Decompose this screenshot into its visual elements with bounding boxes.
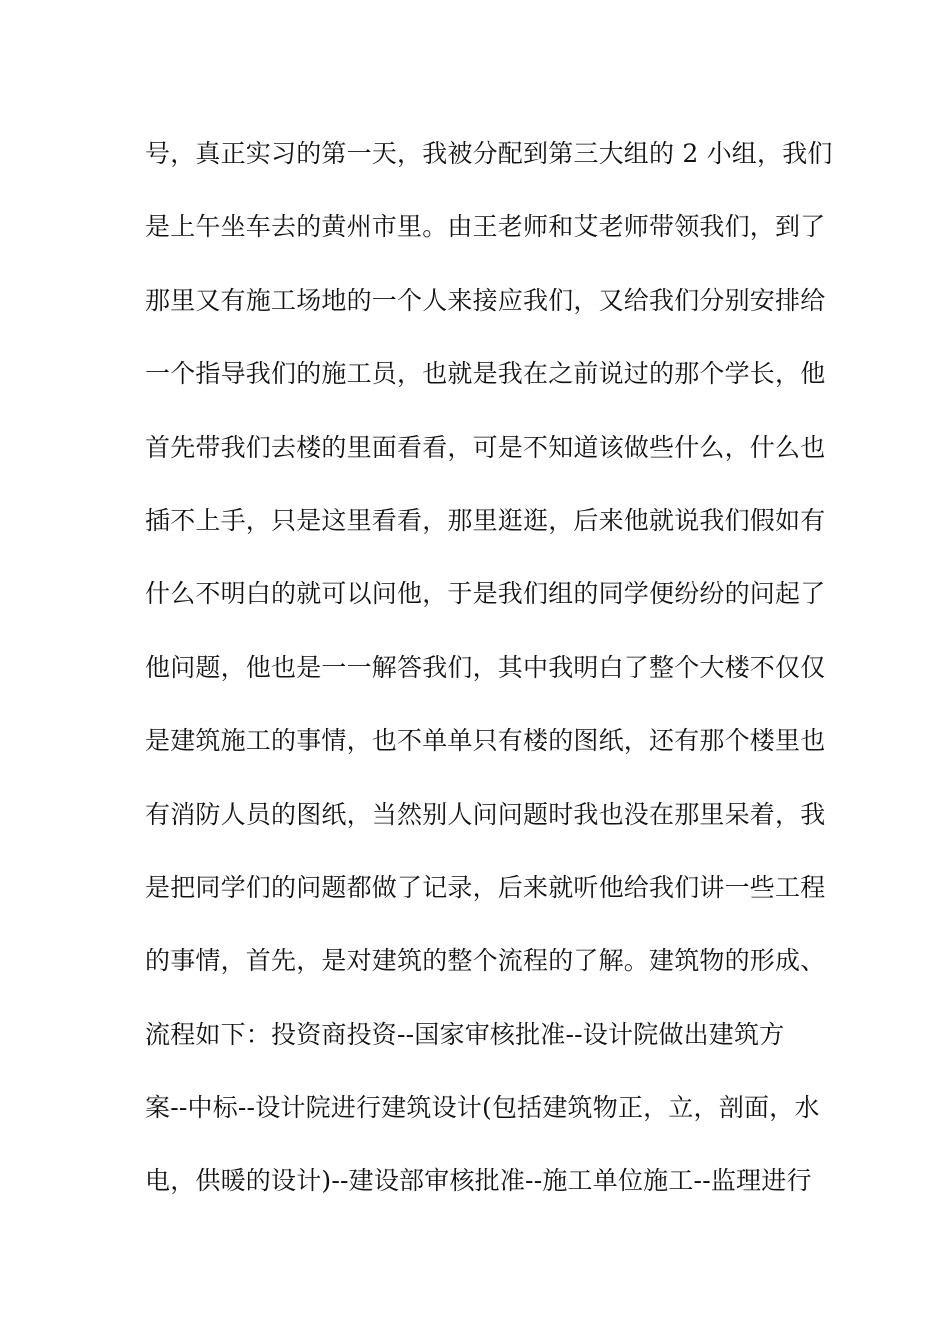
text-line-11: 是把同学们的问题都做了记录，后来就听他给我们讲一些工程: [145, 872, 826, 902]
body-text: [145, 131, 833, 1232]
text-line-10: 有消防人员的图纸，当然别人问问题时我也没在那里呆着，我: [145, 799, 826, 829]
text-line-6: 插不上手，只是这里看看，那里逛逛，后来他就说我们假如有: [145, 505, 826, 535]
text-line-1: 号，真正实习的第一天，我被分配到第三大组的 2 小组，我们: [145, 139, 833, 168]
text-line-4: 一个指导我们的施工员，也就是我在之前说过的那个学长，他: [145, 359, 826, 389]
text-line-3: 那里又有施工场地的一个人来接应我们，又给我们分别安排给: [145, 285, 826, 315]
text-line-15: 电，供暖的设计)--建设部审核批准--施工单位施工--监理进行: [145, 1166, 812, 1196]
text-line-5: 首先带我们去楼的里面看看，可是不知道该做些什么，什么也: [145, 432, 826, 462]
text-line-8: 他问题，他也是一一解答我们，其中我明白了整个大楼不仅仅: [145, 652, 826, 682]
text-line-12: 的事情，首先，是对建筑的整个流程的了解。建筑物的形成、: [145, 946, 826, 976]
text-line-13: 流程如下：投资商投资--国家审核批准--设计院做出建筑方: [145, 1019, 785, 1049]
text-line-2: 是上午坐车去的黄州市里。由王老师和艾老师带领我们，到了: [145, 212, 826, 242]
text-line-14: 案--中标--设计院进行建筑设计(包括建筑物正，立，剖面，水: [145, 1093, 820, 1123]
text-line-7: 什么不明白的就可以问他，于是我们组的同学便纷纷的问起了: [145, 579, 826, 609]
text-line-9: 是建筑施工的事情，也不单单只有楼的图纸，还有那个楼里也: [145, 726, 826, 756]
